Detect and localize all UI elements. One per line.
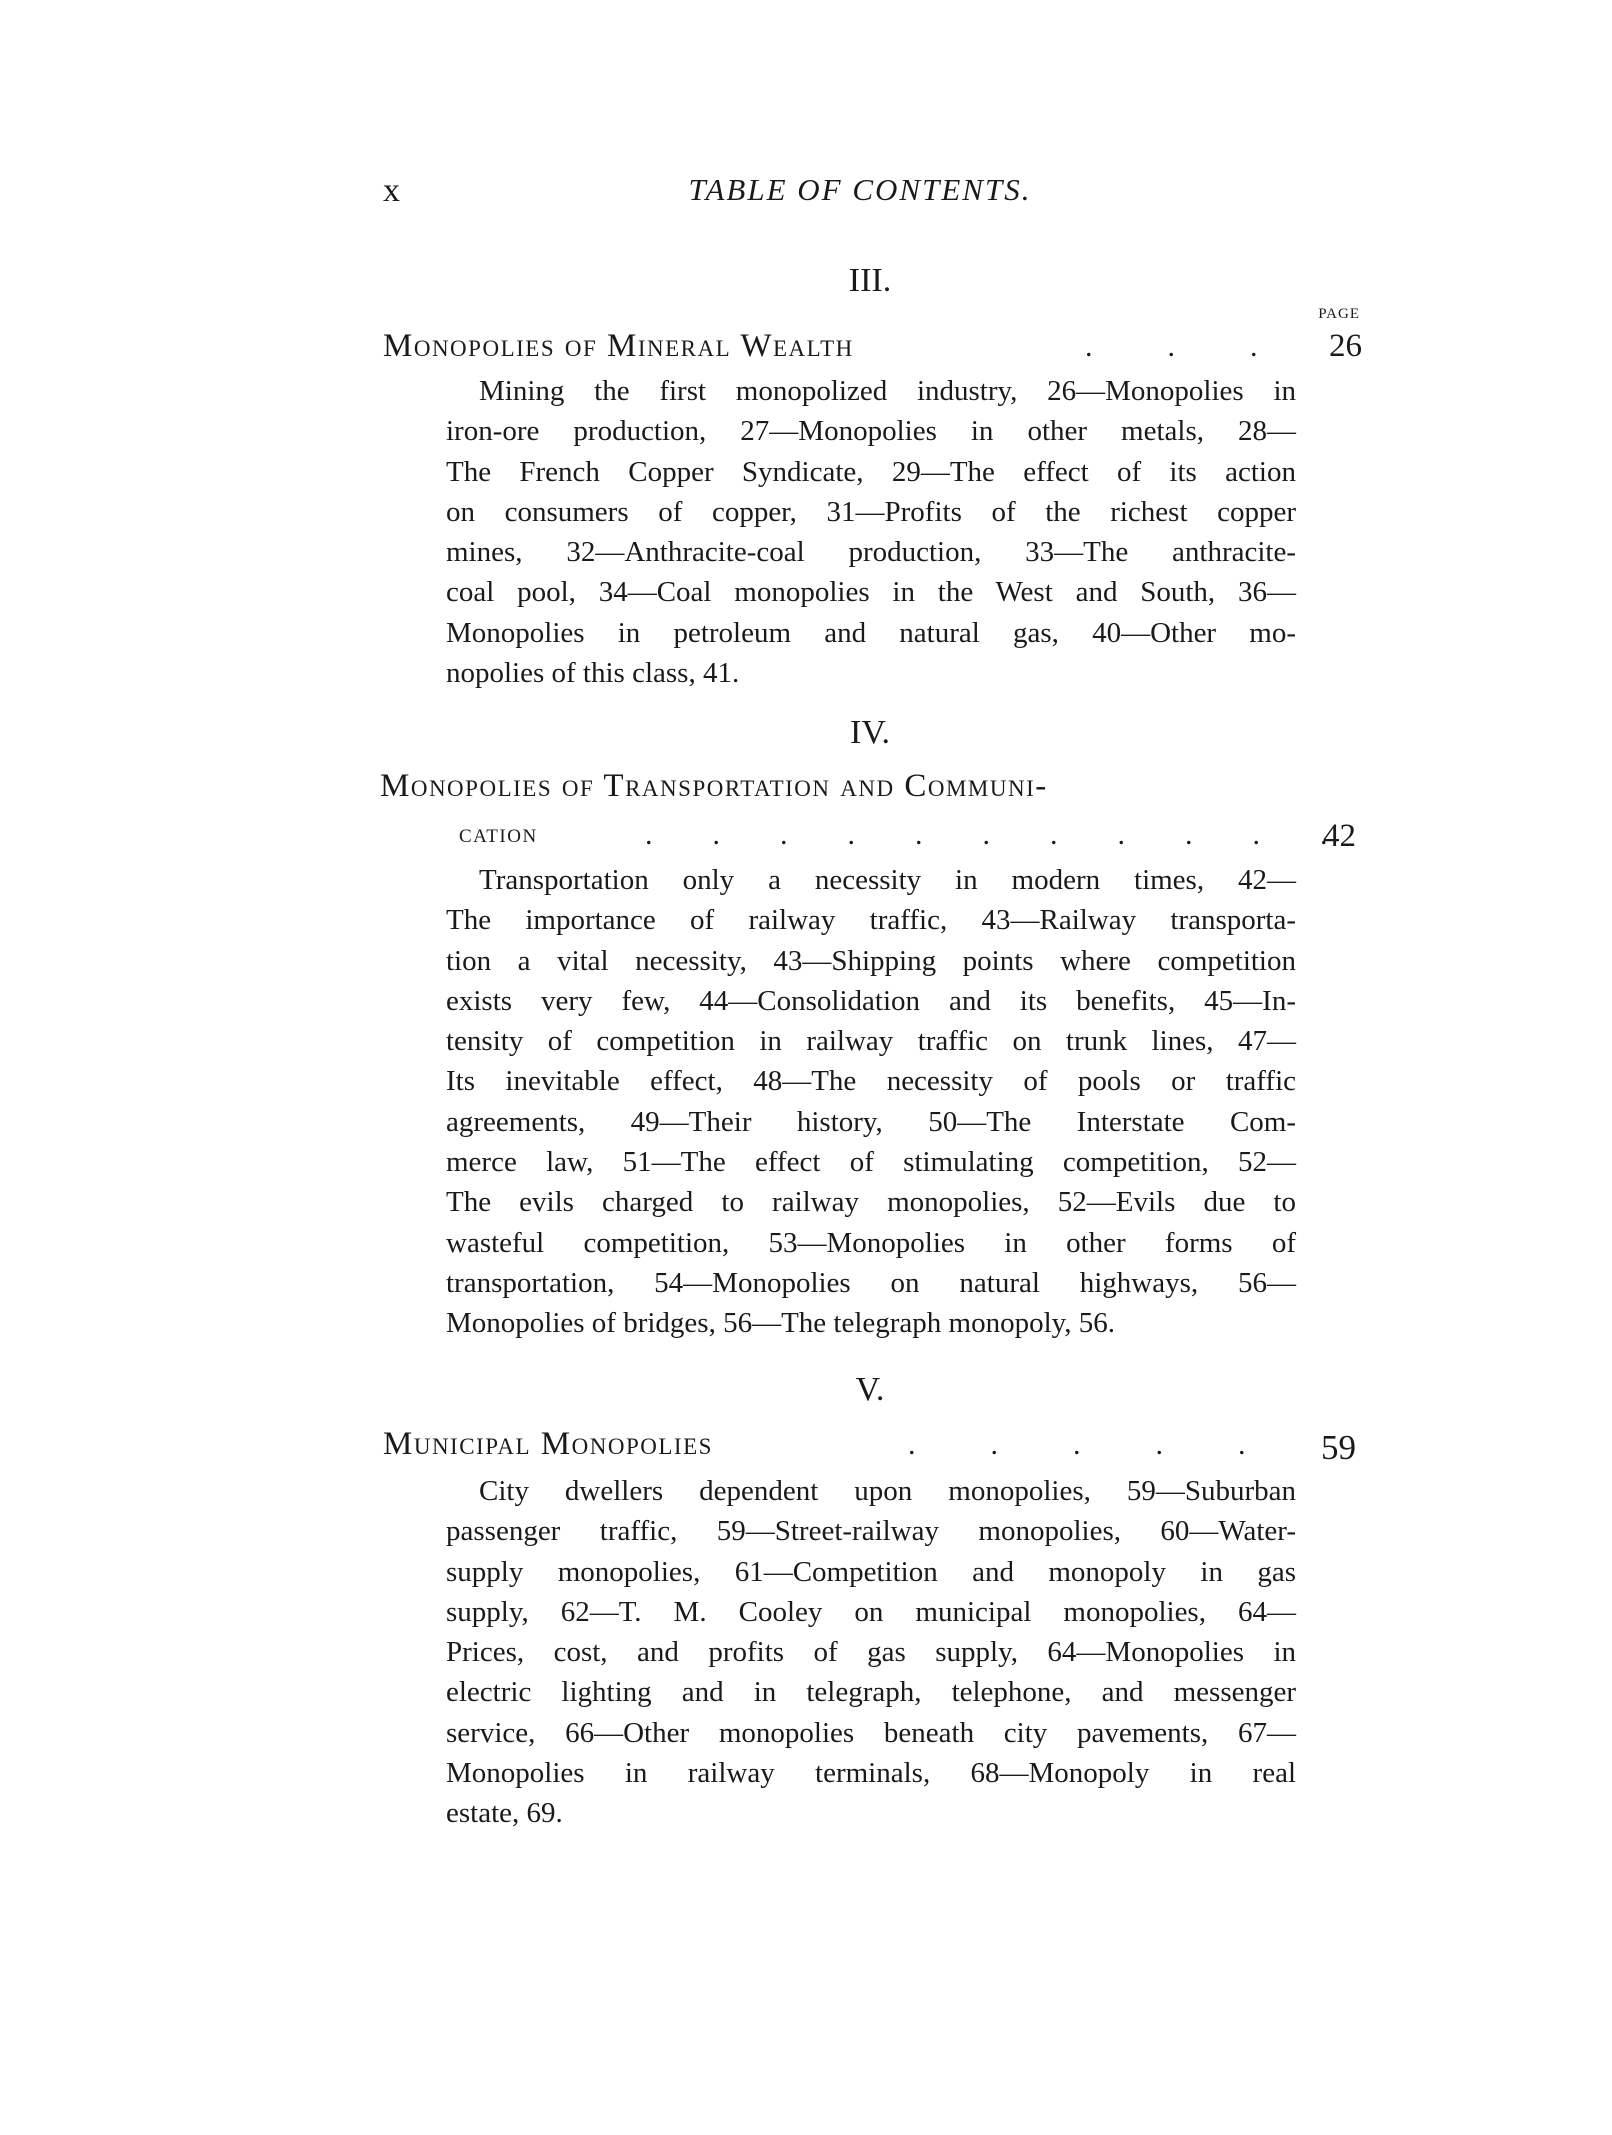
summary-line: mines, 32—Anthracite-coal production, 33—The anthracite- (446, 536, 1296, 569)
summary-line: Prices, cost, and profits of gas supply, 64—Monopolies in (446, 1636, 1296, 1669)
leader-dots: . . . . . (908, 1428, 1246, 1461)
leader-dots: . . . . . . . . . . . (645, 818, 1328, 851)
summary-line: Its inevitable effect, 48—The necessity of pools or traffic (446, 1065, 1296, 1098)
summary-line: exists very few, 44—Consolidation and its benefits, 45—In- (446, 984, 1296, 1017)
chapter-page-number: 59 (1321, 1428, 1356, 1467)
summary-line: coal pool, 34—Coal monopolies in the West and South, 36— (446, 576, 1296, 609)
summary-line: The evils charged to railway monopolies, 52—Evils due to (446, 1186, 1296, 1219)
summary-line: Mining the first monopolized industry, 26—Monopolies in (479, 375, 1296, 407)
chapter-summary-iii (446, 371, 1296, 693)
summary-line: iron-ore production, 27—Monopolies in other metals, 28— (446, 415, 1296, 448)
summary-line: City dwellers dependent upon monopolies, 59—Suburban (479, 1475, 1296, 1507)
summary-line: on consumers of copper, 31—Profits of the richest copper (446, 495, 1296, 528)
summary-line: The importance of railway traffic, 43—Railway transporta- (446, 904, 1296, 937)
page-folio: x (383, 172, 400, 209)
summary-line: Monopolies in petroleum and natural gas, 40—Other mo- (446, 616, 1296, 649)
chapter-numeral-iv: IV. (850, 714, 890, 751)
summary-line: transportation, 54—Monopolies on natural highways, 56— (446, 1266, 1296, 1299)
summary-line: Transportation only a necessity in modern times, 42— (479, 864, 1296, 896)
chapter-title-iii (383, 328, 854, 365)
chapter-page-number: 26 (1329, 328, 1362, 364)
leader-dots: . . . (1085, 330, 1258, 363)
summary-line: Monopolies in railway terminals, 68—Monopoly in real (446, 1757, 1296, 1790)
summary-line: Monopolies of bridges, 56—The telegraph monopoly, 56. (446, 1307, 1116, 1340)
chapter-summary-iv (446, 860, 1296, 1344)
chapter-summary-v (446, 1471, 1296, 1834)
chapter-numeral-iii: III. (848, 262, 892, 299)
summary-line: estate, 69. (446, 1797, 563, 1830)
chapter-numeral-v: V. (855, 1371, 885, 1408)
summary-line: supply, 62—T. M. Cooley on municipal monopolies, 64— (446, 1595, 1296, 1628)
summary-line: tion a vital necessity, 43—Shipping points where competition (446, 944, 1296, 977)
chapter-title-iv: Monopolies of Transportation and Communi- (380, 768, 1048, 804)
chapter-title-iv-continued: cation (459, 818, 538, 848)
summary-line: electric lighting and in telegraph, telephone, and messenger (446, 1676, 1296, 1709)
chapter-title-v: Municipal Monopolies (383, 1426, 713, 1462)
page-column-label: PAGE (1318, 306, 1360, 322)
summary-line: merce law, 51—The effect of stimulating competition, 52— (446, 1146, 1296, 1179)
chapter-page-number: 42 (1323, 818, 1356, 854)
summary-line: service, 66—Other monopolies beneath city pavements, 67— (446, 1716, 1296, 1749)
chapter-title-text: Monopolies of Mineral Wealth (383, 328, 854, 364)
summary-line: nopolies of this class, 41. (446, 657, 740, 690)
summary-line: passenger traffic, 59—Street-railway monopolies, 60—Water- (446, 1515, 1296, 1548)
summary-line: tensity of competition in railway traffic on trunk lines, 47— (446, 1025, 1296, 1058)
running-title: TABLE OF CONTENTS. (688, 172, 1032, 207)
summary-line: supply monopolies, 61—Competition and monopoly in gas (446, 1555, 1296, 1588)
summary-line: agreements, 49—Their history, 50—The Interstate Com- (446, 1105, 1296, 1138)
summary-line: wasteful competition, 53—Monopolies in other forms of (446, 1226, 1296, 1259)
summary-line: The French Copper Syndicate, 29—The effect of its action (446, 455, 1296, 488)
